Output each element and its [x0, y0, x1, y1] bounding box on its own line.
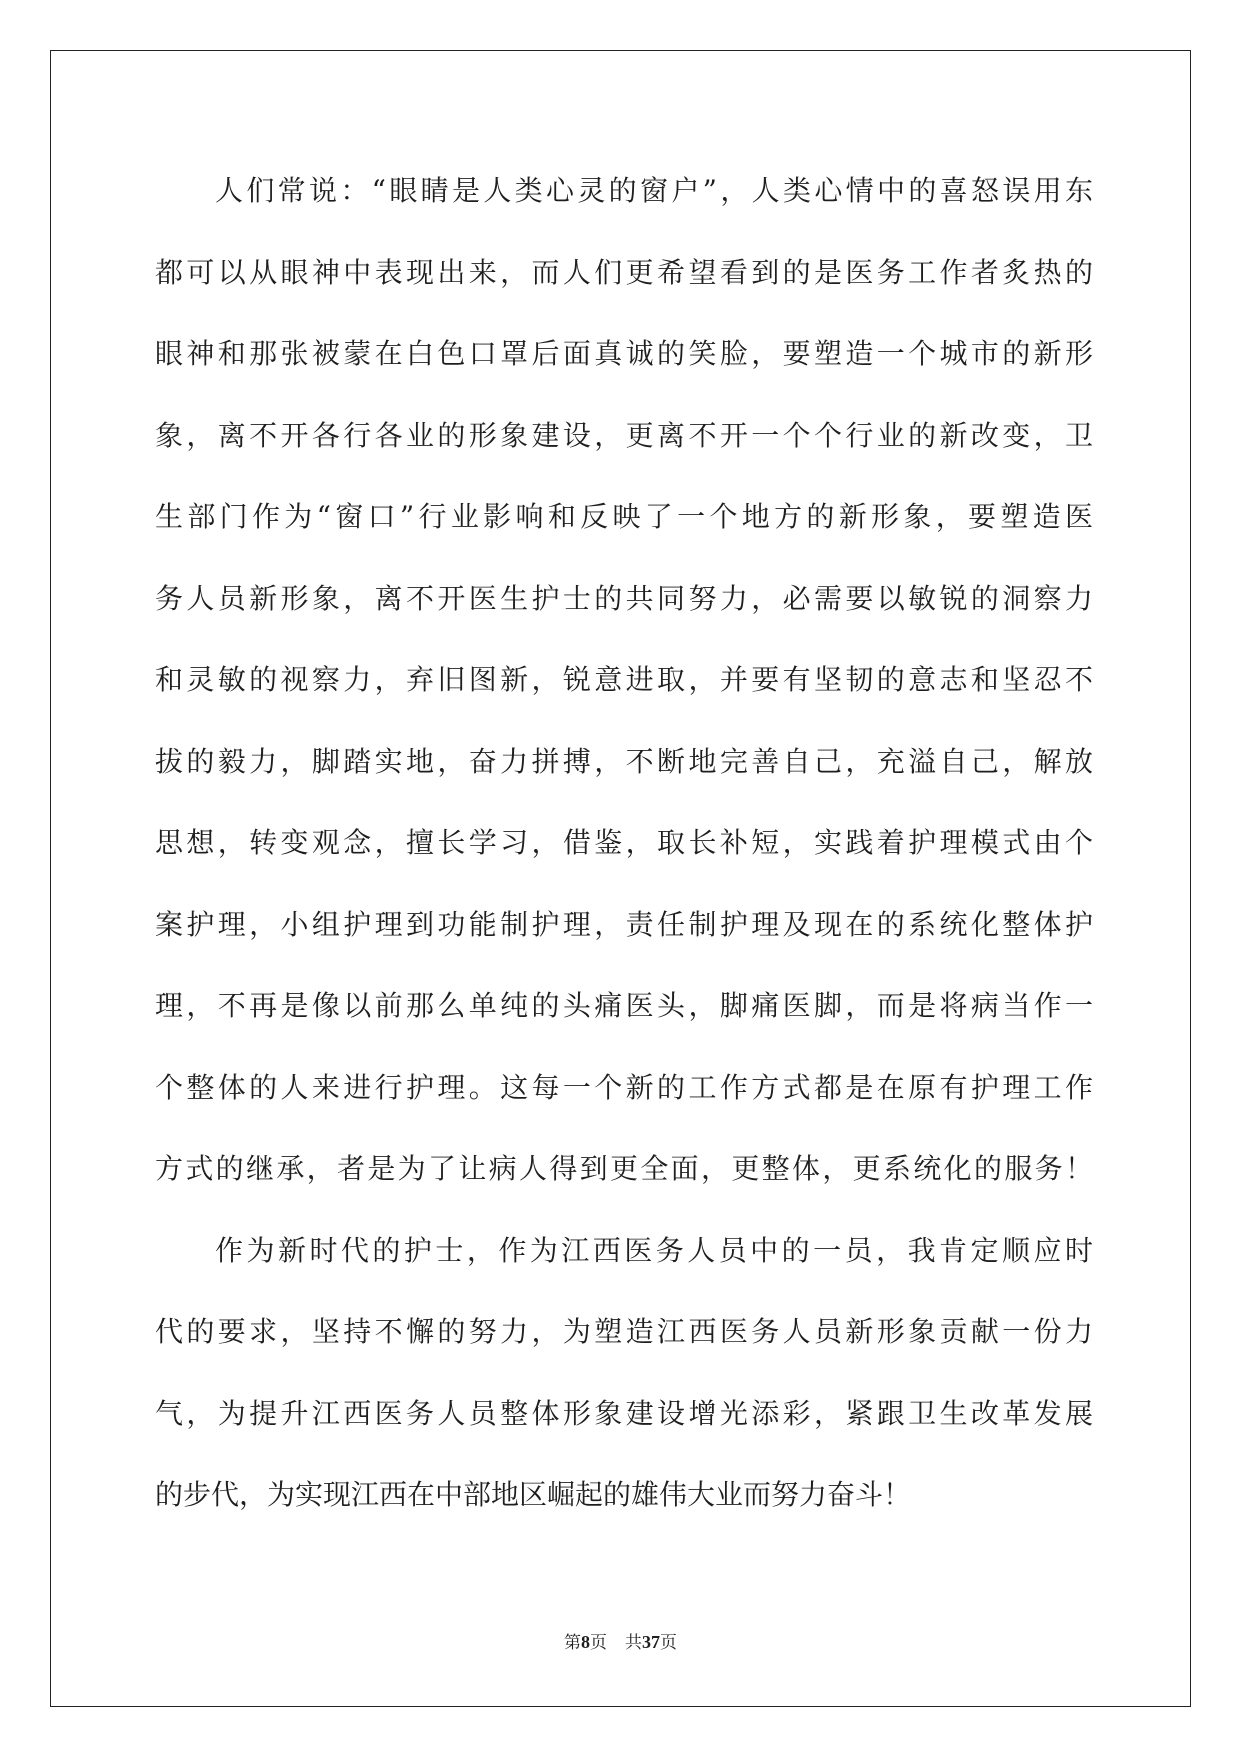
- page-suffix: 页: [590, 1633, 607, 1653]
- page-prefix: 第: [564, 1633, 581, 1653]
- text-line: 作为新时代的护士，作为江西医务人员中的一员，我肯定顺应时: [215, 1233, 1093, 1267]
- text-line: 案护理，小组护理到功能制护理，责任制护理及现在的系统化整体护: [155, 907, 1093, 941]
- text-line: 生部门作为“窗口”行业影响和反映了一个地方的新形象，要塑造医: [155, 500, 1093, 533]
- text-line: 都可以从眼神中表现出来，而人们更希望看到的是医务工作者炙热的: [155, 255, 1093, 289]
- text-line: 眼神和那张被蒙在白色口罩后面真诚的笑脸，要塑造一个城市的新形: [155, 337, 1093, 370]
- total-prefix: 共: [625, 1633, 642, 1653]
- page-number: 8: [581, 1632, 590, 1652]
- text-line: 象，离不开各行各业的形象建设，更离不开一个个行业的新改变，卫: [155, 418, 1093, 452]
- paragraph: [155, 150, 1093, 1210]
- body-text: [155, 150, 1093, 1536]
- text-line: 拔的毅力，脚踏实地，奋力拼搏，不断地完善自己，充溢自己，解放: [155, 744, 1093, 778]
- text-line: 思想，转变观念，擅长学习，借鉴，取长补短，实践着护理模式由个: [155, 826, 1093, 859]
- text-line: 方式的继承，者是为了让病人得到更全面，更整体，更系统化的服务！: [155, 1152, 1093, 1185]
- text-line: 的步代，为实现江西在中部地区崛起的雄伟大业而努力奋斗！: [155, 1478, 912, 1511]
- paragraph: [155, 1210, 1093, 1536]
- text-line: 个整体的人来进行护理。这每一个新的工作方式都是在原有护理工作: [155, 1070, 1093, 1104]
- text-line: 务人员新形象，离不开医生护士的共同努力，必需要以敏锐的洞察力: [155, 581, 1093, 615]
- total-pages: 37: [642, 1632, 660, 1652]
- text-line: 气，为提升江西医务人员整体形象建设增光添彩，紧跟卫生改革发展: [155, 1396, 1093, 1430]
- page-footer: [0, 1628, 1241, 1657]
- text-line: 和灵敏的视察力，弃旧图新，锐意进取，并要有坚韧的意志和坚忍不: [155, 663, 1093, 696]
- text-line: 代的要求，坚持不懈的努力，为塑造江西医务人员新形象贡献一份力: [155, 1315, 1093, 1348]
- text-line: 人们常说：“眼睛是人类心灵的窗户”，人类心情中的喜怒误用东: [215, 174, 1093, 207]
- text-line: 理，不再是像以前那么单纯的头痛医头，脚痛医脚，而是将病当作一: [155, 989, 1093, 1022]
- total-suffix: 页: [660, 1633, 677, 1653]
